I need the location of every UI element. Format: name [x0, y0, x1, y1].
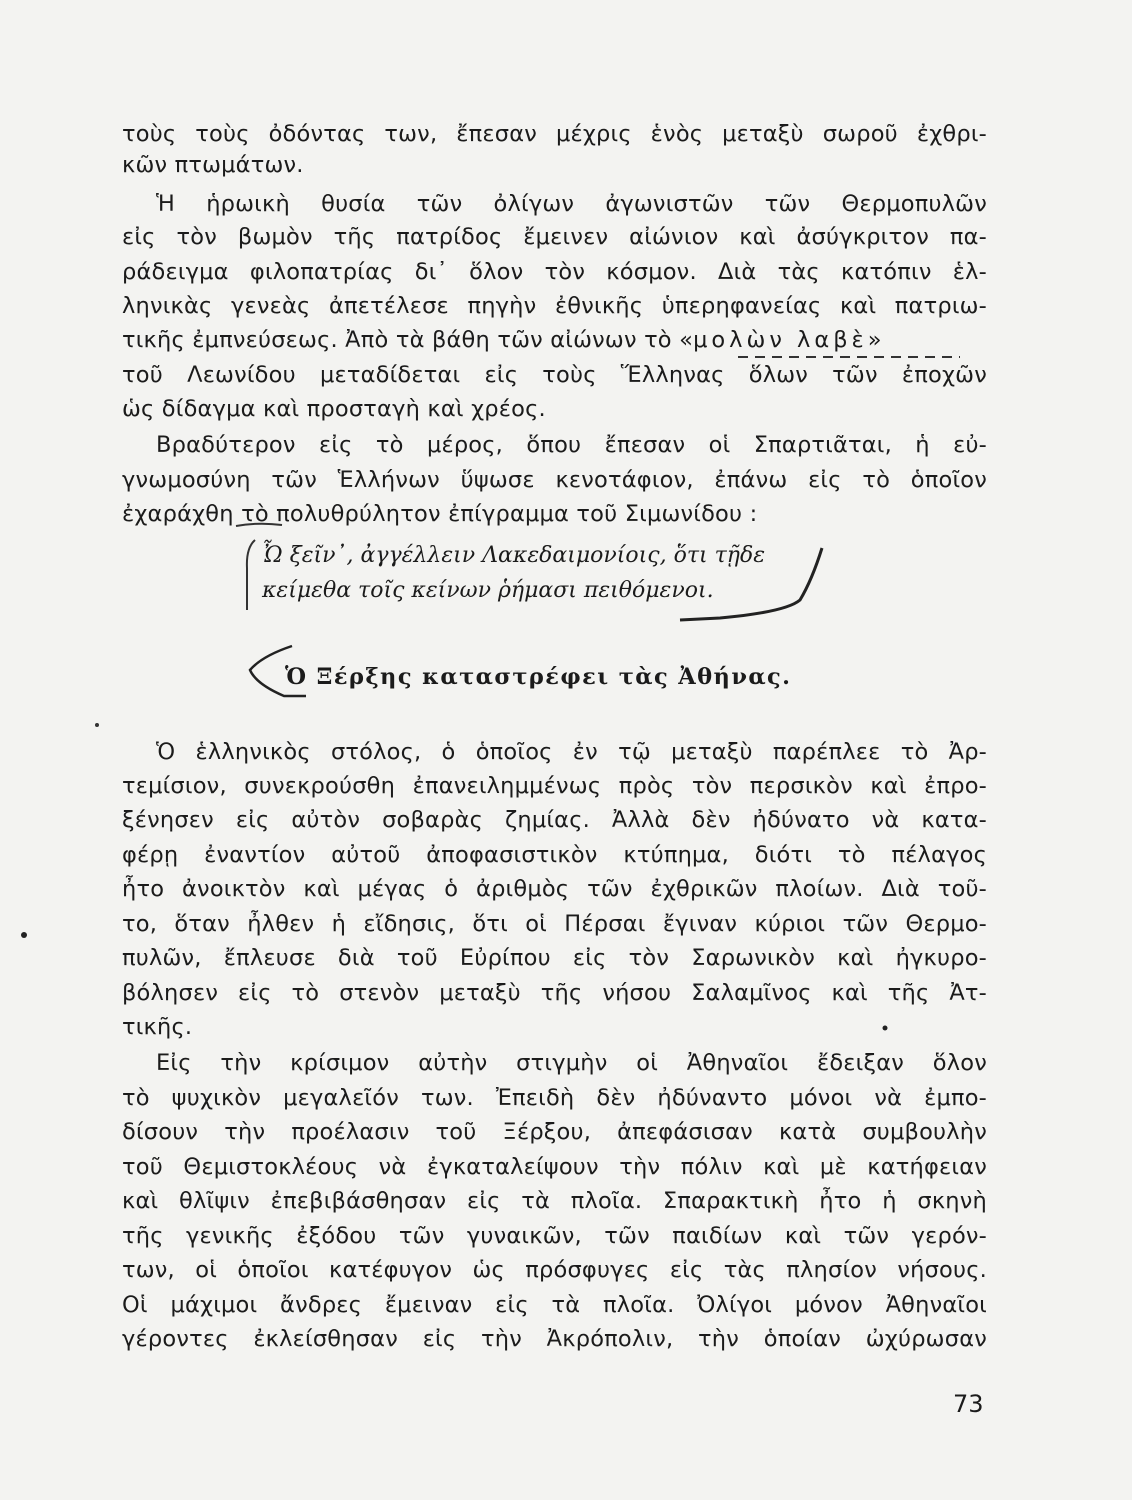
text-line: τοῦ Θεμιστοκλέους νὰ ἐγκαταλείψουν τὴν πόλιν καὶ μὲ κατήφειαν	[122, 1154, 987, 1180]
text-line: Οἱ μάχιμοι ἄνδρες ἔμειναν εἰς τὰ πλοῖα. Ὀλίγοι μόνον Ἀθηναῖοι	[122, 1292, 987, 1318]
text-line: βόλησεν εἰς τὸ στενὸν μεταξὺ τῆς νήσου Σαλαμῖνος καὶ τῆς Ἀτ-	[122, 980, 987, 1006]
text-line: το, ὅταν ἦλθεν ἡ εἴδησις, ὅτι οἱ Πέρσαι ἔγιναν κύριοι τῶν Θερμο-	[122, 911, 987, 937]
text-line: ἦτο ἀνοικτὸν καὶ μέγας ὁ ἀριθμὸς τῶν ἐχθρικῶν πλοίων. Διὰ τοῦ-	[122, 876, 987, 902]
epigram-left-bracket	[247, 540, 255, 610]
text-line: ράδειγμα φιλοπατρίας δι᾽ ὅλον τὸν κόσμον. Διὰ τὰς κατόπιν ἑλ-	[122, 259, 987, 285]
text-line: γέροντες ἐκλείσθησαν εἰς τὴν Ἀκρόπολιν, τὴν ὁποίαν ὠχύρωσαν	[122, 1326, 987, 1352]
text-line: καὶ θλῖψιν ἐπεβιβάσθησαν εἰς τὰ πλοῖα. Σπαρακτικὴ ἦτο ἡ σκηνὴ	[122, 1188, 987, 1214]
molon-labe-phrase: μολὼν λαβὲ	[693, 327, 868, 353]
text-line: ληνικὰς γενεὰς ἀπετέλεσε πηγὴν ἐθνικῆς ὑπερηφανείας καὶ πατριω-	[122, 293, 987, 319]
stray-dot	[95, 723, 99, 727]
text-line: Ἡ ἡρωικὴ θυσία τῶν ὀλίγων ἀγωνιστῶν τῶν Θερμοπυλῶν	[156, 191, 987, 217]
text-line: τεμίσιον, συνεκρούσθη ἐπανειλημμένως πρὸς τὸν περσικὸν καὶ ἐπρο-	[122, 773, 987, 799]
text-line-end: »	[867, 327, 882, 353]
text-line: γνωμοσύνη τῶν Ἑλλήνων ὕψωσε κενοτάφιον, ἐπάνω εἰς τὸ ὁποῖον	[122, 467, 987, 493]
text-line: τικῆς.	[122, 1014, 193, 1040]
text-line: κῶν πτωμάτων.	[122, 152, 304, 178]
text-line: ἐχαράχθη τὸ πολυθρύλητον ἐπίγραμμα τοῦ Σιμωνίδου :	[122, 501, 758, 527]
stray-dot	[21, 932, 27, 938]
epigram-line: Ὦ ξεῖν᾽, ἀγγέλλειν Λακεδαιμονίοις, ὅτι τῇδε	[262, 543, 766, 568]
text-line: ξένησεν εἰς αὐτὸν σοβαρὰς ζημίας. Ἀλλὰ δὲν ἠδύνατο νὰ κατα-	[122, 807, 987, 833]
text-line: ὡς δίδαγμα καὶ προσταγὴ καὶ χρέος.	[122, 396, 546, 422]
text-line: πυλῶν, ἔπλευσε διὰ τοῦ Εὐρίπου εἰς τὸν Σαρωνικὸν καὶ ἠγκυρο-	[122, 945, 987, 971]
epigram-line: κείμεθα τοῖς κείνων ῥήμασι πειθόμενοι.	[262, 578, 714, 603]
text-line-start: τικῆς ἐμπνεύσεως. Ἀπὸ τὰ βάθη τῶν αἰώνων τὸ «	[122, 327, 694, 353]
text-line: Ὁ ἑλληνικὸς στόλος, ὁ ὁποῖος ἐν τῷ μεταξὺ παρέπλεε τὸ Ἀρ-	[156, 739, 987, 765]
text-line: εἰς τὸν βωμὸν τῆς πατρίδος ἔμεινεν αἰώνιον καὶ ἀσύγκριτον πα-	[122, 224, 987, 250]
text-line: φέρῃ ἐναντίον αὐτοῦ ἀποφασιστικὸν κτύπημα, διότι τὸ πέλαγος	[122, 842, 987, 868]
text-line: τῆς γενικῆς ἐξόδου τῶν γυναικῶν, τῶν παιδίων καὶ τῶν γερόν-	[122, 1223, 987, 1249]
text-line: των, οἱ ὁποῖοι κατέφυγον ὡς πρόσφυγες εἰς τὰς πλησίον νήσους.	[122, 1257, 987, 1283]
text-line: δίσουν τὴν προέλασιν τοῦ Ξέρξου, ἀπεφάσισαν κατὰ συμβουλὴν	[122, 1119, 987, 1145]
text-line: Εἰς τὴν κρίσιμον αὐτὴν στιγμὴν οἱ Ἀθηναῖοι ἔδειξαν ὅλον	[156, 1050, 987, 1076]
section-heading: Ὁ Ξέρξης καταστρέφει τὰς Ἀθήνας.	[285, 664, 792, 690]
text-line: τὸ ψυχικὸν μεγαλεῖόν των. Ἐπειδὴ δὲν ἠδύναντο μόνοι νὰ ἐμπο-	[122, 1085, 987, 1111]
page-number: 73	[953, 1390, 984, 1418]
text-line: Βραδύτερον εἰς τὸ μέρος, ὅπου ἔπεσαν οἱ Σπαρτιᾶται, ἡ εὐ-	[156, 432, 987, 458]
text-line-molon-labe	[122, 324, 987, 356]
text-line: τοὺς τοὺς ὀδόντας των, ἔπεσαν μέχρις ἑνὸς μεταξὺ σωροῦ ἐχθρι-	[122, 121, 987, 147]
text-line: τοῦ Λεωνίδου μεταδίδεται εἰς τοὺς Ἕλληνας ὅλων τῶν ἐποχῶν	[122, 362, 987, 388]
